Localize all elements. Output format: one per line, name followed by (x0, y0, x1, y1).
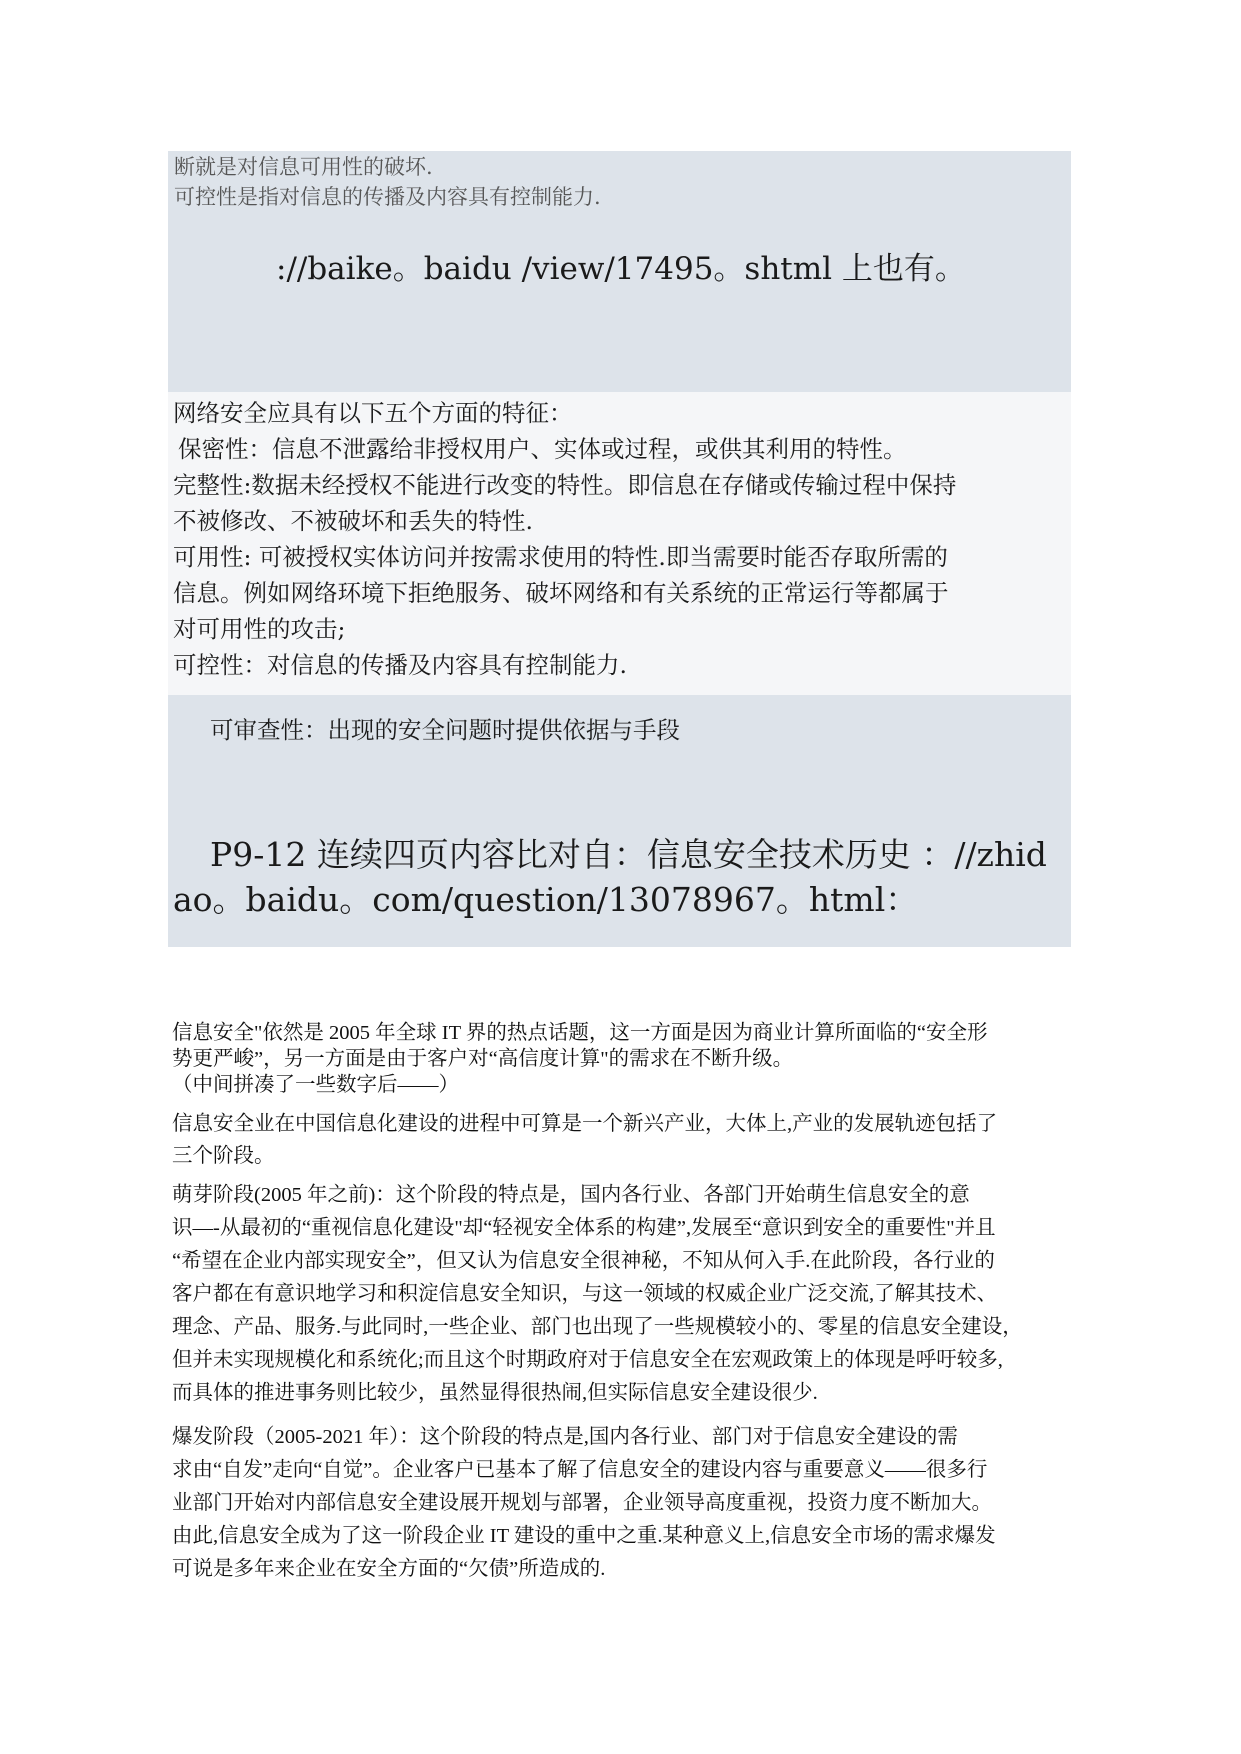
article-line: 但并未实现规模化和系统化;而且这个时期政府对于信息安全在宏观政策上的体现是呼吁较多, (172, 1349, 1003, 1371)
feature-line: 对可用性的攻击; (173, 615, 346, 643)
article-line: 势更严峻”，另一方面是由于客户对“高信度计算"的需求在不断升级。 (172, 1048, 794, 1070)
features-heading: 网络安全应具有以下五个方面的特征： (173, 399, 573, 427)
source-url-line: ://baike。baidu /view/17495。shtml 上也有。 (276, 251, 966, 287)
source-line: ao。baidu。com/question/13078967。html： (173, 880, 919, 919)
audit-line: 可审查性：出现的安全问题时提供依据与手段 (210, 716, 680, 744)
article-line: （中间拼凑了一些数字后——） (172, 1074, 459, 1096)
article-line: 萌芽阶段(2005 年之前)：这个阶段的特点是，国内各行业、各部门开始萌生信息安全的意 (172, 1184, 970, 1206)
feature-line: 可用性: 可被授权实体访问并按需求使用的特性.即当需要时能否存取所需的 (173, 543, 948, 571)
article-line: 识—-从最初的“重视信息化建设"却“轻视安全体系的构建”,发展至“意识到安全的重要性"并且 (172, 1217, 996, 1239)
source-shaded-block (168, 695, 1071, 947)
feature-line: 保密性：信息不泄露给非授权用户、实体或过程，或供其利用的特性。 (178, 435, 907, 463)
article-line: 业部门开始对内部信息安全建设展开规划与部署，企业领导高度重视，投资力度不断加大。 (172, 1492, 992, 1514)
feature-line: 信息。例如网络环境下拒绝服务、破坏网络和有关系统的正常运行等都属于 (173, 579, 949, 607)
top-shaded-block (168, 151, 1071, 392)
article-line: 由此,信息安全成为了这一阶段企业 IT 建设的重中之重.某种意义上,信息安全市场的需求爆发 (172, 1525, 996, 1547)
article-line: 可说是多年来企业在安全方面的“欠债”所造成的. (172, 1558, 606, 1580)
feature-line: 完整性:数据未经授权不能进行改变的特性。即信息在存储或传输过程中保持 (173, 471, 957, 499)
article-line: 信息安全业在中国信息化建设的进程中可算是一个新兴产业，大体上,产业的发展轨迹包括了 (172, 1113, 998, 1135)
feature-line: 不被修改、不被破坏和丢失的特性. (173, 507, 533, 535)
article-line: 而具体的推进事务则比较少，虽然显得很热闹,但实际信息安全建设很少. (172, 1382, 818, 1404)
feature-line: 可控性：对信息的传播及内容具有控制能力. (173, 651, 627, 679)
article-line: “希望在企业内部实现安全”，但又认为信息安全很神秘，不知从何入手.在此阶段，各行业的 (172, 1250, 995, 1272)
article-line: 信息安全"依然是 2005 年全球 IT 界的热点话题，这一方面是因为商业计算所面临的“安全形 (172, 1022, 988, 1044)
article-line: 三个阶段。 (172, 1145, 275, 1167)
features-block (168, 392, 1071, 695)
article-line: 爆发阶段（2005-2021 年）：这个阶段的特点是,国内各行业、部门对于信息安全建设的需 (172, 1426, 958, 1448)
article-line: 客户都在有意识地学习和积淀信息安全知识，与这一领域的权威企业广泛交流,了解其技术、 (172, 1283, 998, 1305)
text-line: 可控性是指对信息的传播及内容具有控制能力. (174, 185, 601, 209)
article-line: 求由“自发”走向“自觉”。企业客户已基本了解了信息安全的建设内容与重要意义——很多行 (172, 1459, 988, 1481)
source-line: P9-12 连续四页内容比对自：信息安全技术历史 ：//zhid (210, 835, 1047, 874)
article-line: 理念、产品、服务.与此同时,一些企业、部门也出现了一些规模较小的、零星的信息安全建设， (172, 1316, 1023, 1338)
text-line: 断就是对信息可用性的破坏. (174, 155, 433, 179)
